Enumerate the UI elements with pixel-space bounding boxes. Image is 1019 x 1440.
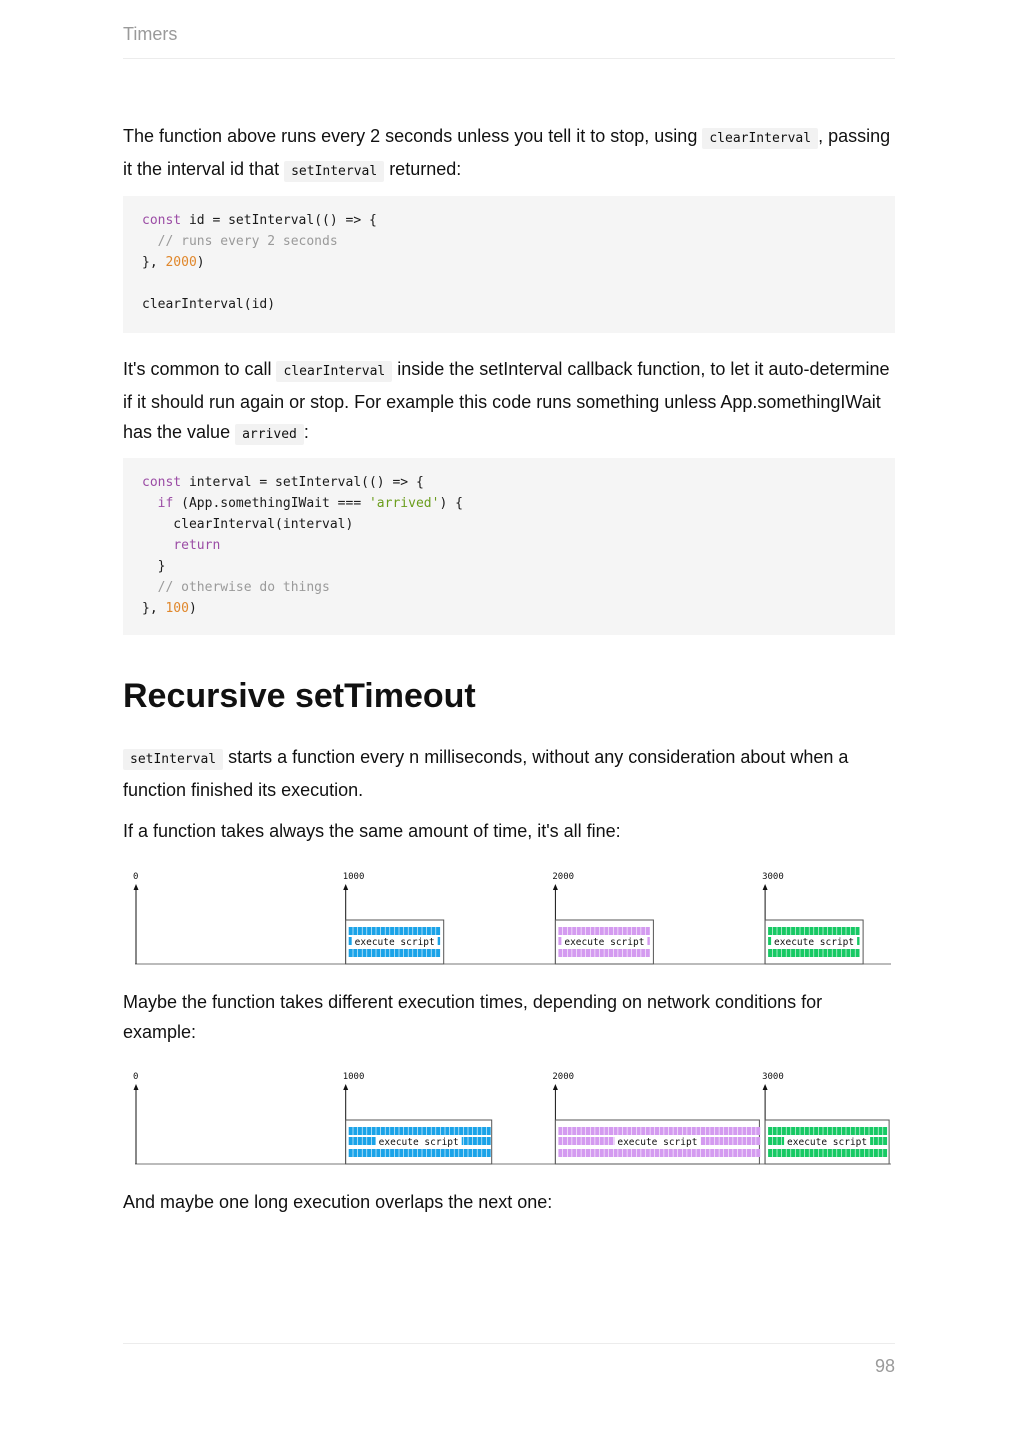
code-comment: // runs every 2 seconds xyxy=(142,234,338,249)
inline-code: clearInterval xyxy=(702,128,818,149)
code-comment: // otherwise do things xyxy=(142,580,330,595)
tick-label: 2000 xyxy=(552,872,575,882)
execute-script-box xyxy=(555,920,653,964)
code-text: ) xyxy=(196,255,205,270)
code-text: }, xyxy=(142,255,166,270)
box-label: execute script xyxy=(787,1137,868,1148)
tick-label: 1000 xyxy=(342,1072,365,1082)
code-text: interval = setInterval(() => { xyxy=(181,475,424,490)
code-number: 2000 xyxy=(165,255,197,270)
code-text: clearInterval(id) xyxy=(142,297,276,312)
code-string: 'arrived' xyxy=(368,496,440,511)
arrow-up-icon xyxy=(134,884,139,890)
paragraph-text: The function above runs every 2 seconds unless you tell it to stop, using xyxy=(123,126,703,146)
arrow-up-icon xyxy=(343,1084,348,1090)
timeline-svg xyxy=(123,866,895,966)
paragraph-text: : xyxy=(303,422,309,442)
footer-divider xyxy=(123,1343,895,1344)
code-text: (App.somethingIWait === xyxy=(173,496,369,511)
inline-code: arrived xyxy=(235,424,304,445)
code-keyword: const xyxy=(142,213,182,228)
page-number: 98 xyxy=(874,1356,895,1376)
execute-script-box xyxy=(765,1120,889,1164)
tick-label: 3000 xyxy=(762,1072,784,1082)
code-indent xyxy=(142,538,173,553)
code-text: }, xyxy=(142,601,166,616)
paragraph-text: It's common to call xyxy=(123,359,277,379)
execute-script-box xyxy=(346,1120,492,1164)
paragraph-clearinterval-intro xyxy=(123,121,895,187)
tick-label: 0 xyxy=(133,872,139,882)
timeline-diagram-variable xyxy=(123,1066,895,1166)
tick-label: 0 xyxy=(133,1072,139,1082)
box-label: execute script xyxy=(354,937,435,948)
arrow-up-icon xyxy=(134,1084,139,1090)
box-label: execute script xyxy=(564,937,645,948)
tick-label: 1000 xyxy=(342,872,365,882)
running-head-title: Timers xyxy=(123,24,178,44)
code-text: id = setInterval(() => { xyxy=(181,213,377,228)
paragraph-same-time: If a function takes always the same amount of time, it's all fine: xyxy=(123,821,621,841)
code-block-interval-callback xyxy=(123,458,895,635)
code-text: } xyxy=(142,559,166,574)
code-indent xyxy=(142,496,158,511)
paragraph-text: returned: xyxy=(384,159,462,179)
code-text: clearInterval(interval) xyxy=(142,517,354,532)
code-keyword: if xyxy=(157,496,174,511)
code-keyword: return xyxy=(173,538,221,553)
execute-script-box xyxy=(346,920,444,964)
tick-label: 3000 xyxy=(762,872,784,882)
code-text: ) xyxy=(188,601,197,616)
header-divider xyxy=(123,58,895,59)
execute-script-box xyxy=(555,1120,760,1164)
timeline-svg xyxy=(123,1066,895,1166)
timeline-diagram-uniform xyxy=(123,866,895,966)
inline-code: setInterval xyxy=(284,161,384,182)
inline-code: clearInterval xyxy=(276,361,392,382)
execute-script-box xyxy=(765,920,863,964)
arrow-up-icon xyxy=(343,884,348,890)
section-heading: Recursive setTimeout xyxy=(123,677,476,715)
paragraph-text: starts a function every n milliseconds, without any consideration about when a function finished its execution. xyxy=(123,747,849,800)
paragraph-text: inside the setInterval callback function, to let it auto-determine if it should run again or stop. For example this code runs something unless App.somethingIWait has the value xyxy=(123,359,890,442)
paragraph-callback-explanation xyxy=(123,354,895,450)
box-label: execute script xyxy=(774,937,855,948)
tick-label: 2000 xyxy=(552,1072,575,1082)
paragraph-text: , passing it the interval id that xyxy=(123,126,891,179)
box-label: execute script xyxy=(617,1137,698,1148)
paragraph-different-times: Maybe the function takes different execution times, depending on network conditions for example: xyxy=(123,992,823,1042)
arrow-up-icon xyxy=(763,884,768,890)
arrow-up-icon xyxy=(553,1084,558,1090)
paragraph-setinterval-description xyxy=(123,742,895,805)
code-block-clearinterval xyxy=(123,196,895,333)
box-label: execute script xyxy=(378,1137,459,1148)
code-keyword: const xyxy=(142,475,182,490)
paragraph-overlap: And maybe one long execution overlaps the next one: xyxy=(123,1192,553,1212)
code-text: ) { xyxy=(439,496,463,511)
arrow-up-icon xyxy=(763,1084,768,1090)
arrow-up-icon xyxy=(553,884,558,890)
code-number: 100 xyxy=(165,601,189,616)
inline-code: setInterval xyxy=(123,749,223,770)
